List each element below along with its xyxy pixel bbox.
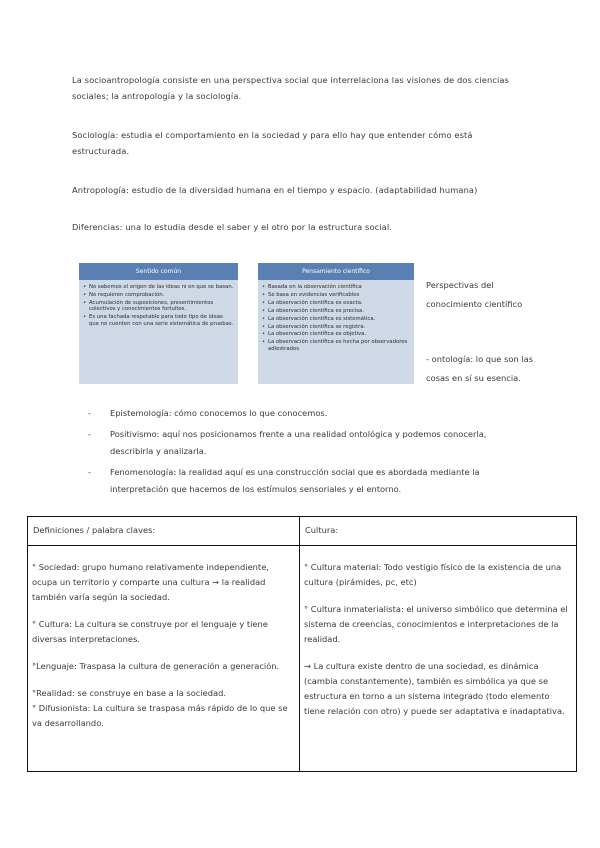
concepts-list xyxy=(88,405,528,502)
list-item: - Fenomenología: la realidad aquí es una construcción social que es abordada mediante la interpretación que hacemos de los estímulos sensoriales y el entorno. xyxy=(88,464,528,498)
cultura-item: → La cultura existe dentro de una sociedad, es dinámica (cambia constantemente), también es simbólica ya que se estructura en torno a un sistema integrado (todo elemento tiene relación con otro) y puede ser adaptativa e inadaptativa. xyxy=(304,661,565,716)
ontologia-note: - ontología: lo que son las cosas en sí su esencia. xyxy=(426,354,534,383)
intro-paragraph: La socioantropología consiste en una perspectiva social que interrelaciona las visiones de dos ciencias sociales; la antropología y la sociología. xyxy=(72,75,510,101)
sociologia-paragraph: Sociología: estudia el comportamiento en la sociedad y para ello hay que entender cómo está estructurada. xyxy=(72,130,473,156)
pensamiento-cientifico-box xyxy=(258,263,414,384)
list-item: • No sabemos el origen de las ideas ni en que se basan. xyxy=(89,284,234,290)
list-item: • La observación científica es sistemática. xyxy=(268,316,410,322)
list-item: • La observación científica es precisa. xyxy=(268,308,410,314)
sentido-comun-box xyxy=(79,263,238,384)
list-item: • Se basa en evidencias verificables xyxy=(268,292,410,298)
list-item: • Es una fachada respetable para todo tipo de ideas que no cuenten con una serie sistemática de pruebas. xyxy=(89,314,234,327)
definition-item: ° Cultura: La cultura se construye por el lenguaje y tiene diversas interpretaciones. xyxy=(32,619,268,644)
antropologia-paragraph: Antropología: estudio de la diversidad humana en el tiempo y espacio. (adaptabilidad humana) xyxy=(72,185,478,195)
cultura-cell xyxy=(300,546,577,772)
list-item: • La observación científica es exacta. xyxy=(268,300,410,306)
table-row xyxy=(28,546,577,772)
list-item: • Basada en la observación científica xyxy=(268,284,410,290)
cultura-item: ° Cultura inmaterialista: el universo simbólico que determina el sistema de creencias, conocimientos e interpretaciones de la realidad. xyxy=(304,604,568,644)
list-item: • La observación científica es objetiva. xyxy=(268,331,410,337)
list-item: • Acumulación de suposiciones, presentimientos colectivos y conocimientos fortuitos. xyxy=(89,300,234,313)
definition-item: °Realidad: se construye en base a la sociedad. xyxy=(32,688,227,698)
list-item: - Positivismo: aquí nos posicionamos frente a una realidad ontológica y podemos conocerla, describirla y analizarla. xyxy=(88,426,528,460)
definiciones-header: Definiciones / palabra claves: xyxy=(28,517,300,546)
pensamiento-cientifico-title: Pensamiento científico xyxy=(258,263,414,280)
list-item: • La observación científica se registra. xyxy=(268,324,410,330)
table-header-row xyxy=(28,517,577,546)
diferencias-paragraph: Diferencias: una lo estudia desde el saber y el otro por la estructura social. xyxy=(72,222,393,232)
cultura-header: Cultura: xyxy=(300,517,577,546)
list-item: • No requieren comprobación. xyxy=(89,292,234,298)
sentido-comun-title: Sentido común xyxy=(79,263,238,280)
list-item: • La observación científica es hecha por observadores adiestrados xyxy=(268,339,410,352)
definition-item: ° Difusionista: La cultura se traspasa más rápido de lo que se va desarrollando. xyxy=(32,703,288,728)
definition-item: °Lenguaje: Traspasa la cultura de generación a generación. xyxy=(32,661,280,671)
cultura-item: ° Cultura material: Todo vestigio físico de la existencia de una cultura (pirámides, pc, etc) xyxy=(304,562,562,587)
definiciones-cell xyxy=(28,546,300,772)
definition-item: ° Sociedad: grupo humano relativamente independiente, ocupa un territorio y comparte una cultura → la realidad también varía según la sociedad. xyxy=(32,562,269,602)
pensamiento-cientifico-list xyxy=(258,284,414,352)
list-item: - Epistemología: cómo conocemos lo que conocemos. xyxy=(88,405,528,422)
sentido-comun-list xyxy=(79,284,238,327)
perspectivas-label: Perspectivas del conocimiento científico xyxy=(426,280,523,309)
definitions-table xyxy=(27,516,577,772)
